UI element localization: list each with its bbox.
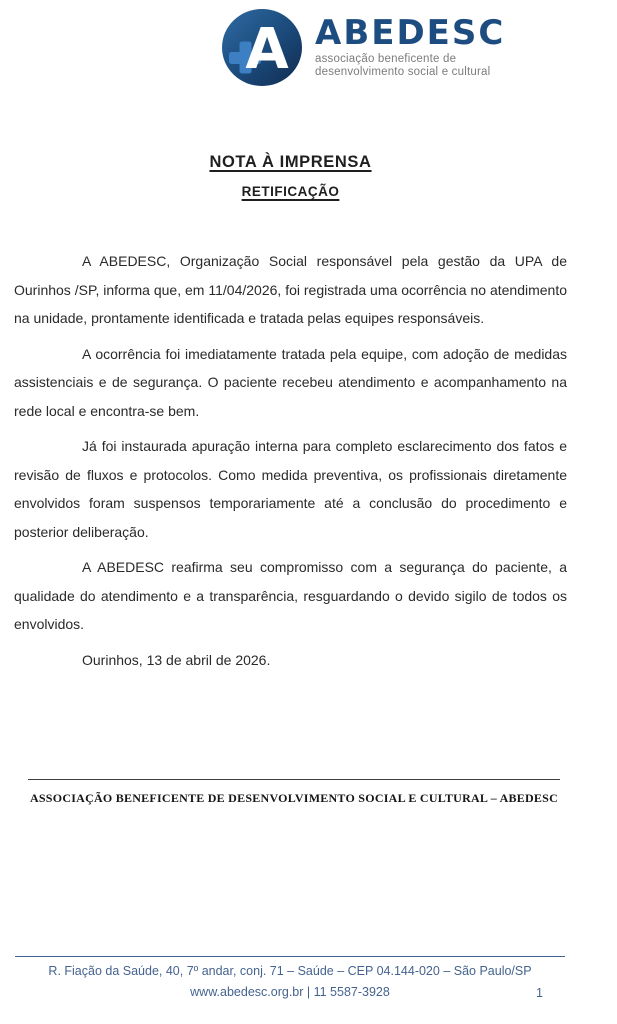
page-number: 1 [536,986,543,1000]
body-paragraph-1: A ABEDESC, Organização Social responsável pela gestão da UPA de Ourinhos /SP, informa que, em 11/04/2026, foi registrada uma ocorrência no atendimento na unidade, prontamente identificada e tratada pelas equipes responsáveis. [14,253,567,326]
date-line: Ourinhos, 13 de abril de 2026. [82,651,271,668]
page-subtitle: RETIFICAÇÃO [241,184,340,199]
logo-monogram: A [245,17,289,82]
signature-name: ASSOCIAÇÃO BENEFICENTE DE DESENVOLVIMENTO SOCIAL E CULTURAL – ABEDESC [29,791,559,805]
body-paragraph-2: A ocorrência foi imediatamente tratada pela equipe, com adoção de medidas assistenciais e de segurança. O paciente recebeu atendimento e acompanhamento na rede local e encontra-se bem. [14,345,567,419]
brand-name: ABEDESC [315,13,506,53]
page-footer [15,956,565,1003]
brand-tagline-line2: desenvolvimento social e cultural [315,66,491,78]
brand-tagline-line1: associação beneficente de [315,53,457,65]
signature-block [28,779,560,806]
body-paragraph-3: Já foi instaurada apuração interna para completo esclarecimento dos fatos e revisão de fluxos e protocolos. Como medida preventiva, os profissionais diretamente envolvidos foram suspensos temporariamente até a conclusão do procedimento e posterior deliberação. [14,438,567,540]
letter-body [14,247,567,674]
page-title: NOTA À IMPRENSA [209,153,372,171]
footer-contact: www.abedesc.org.br | 11 5587-3928 [190,985,390,999]
footer-address: R. Fiação da Saúde, 40, 7º andar, conj. 71 – Saúde – CEP 04.144-020 – São Paulo/SP [48,964,532,978]
letter-content [14,0,567,681]
body-paragraph-4: A ABEDESC reafirma seu compromisso com a segurança do paciente, a qualidade do atendimento e a transparência, resguardando o devido sigilo de todos os envolvidos. [14,559,567,632]
